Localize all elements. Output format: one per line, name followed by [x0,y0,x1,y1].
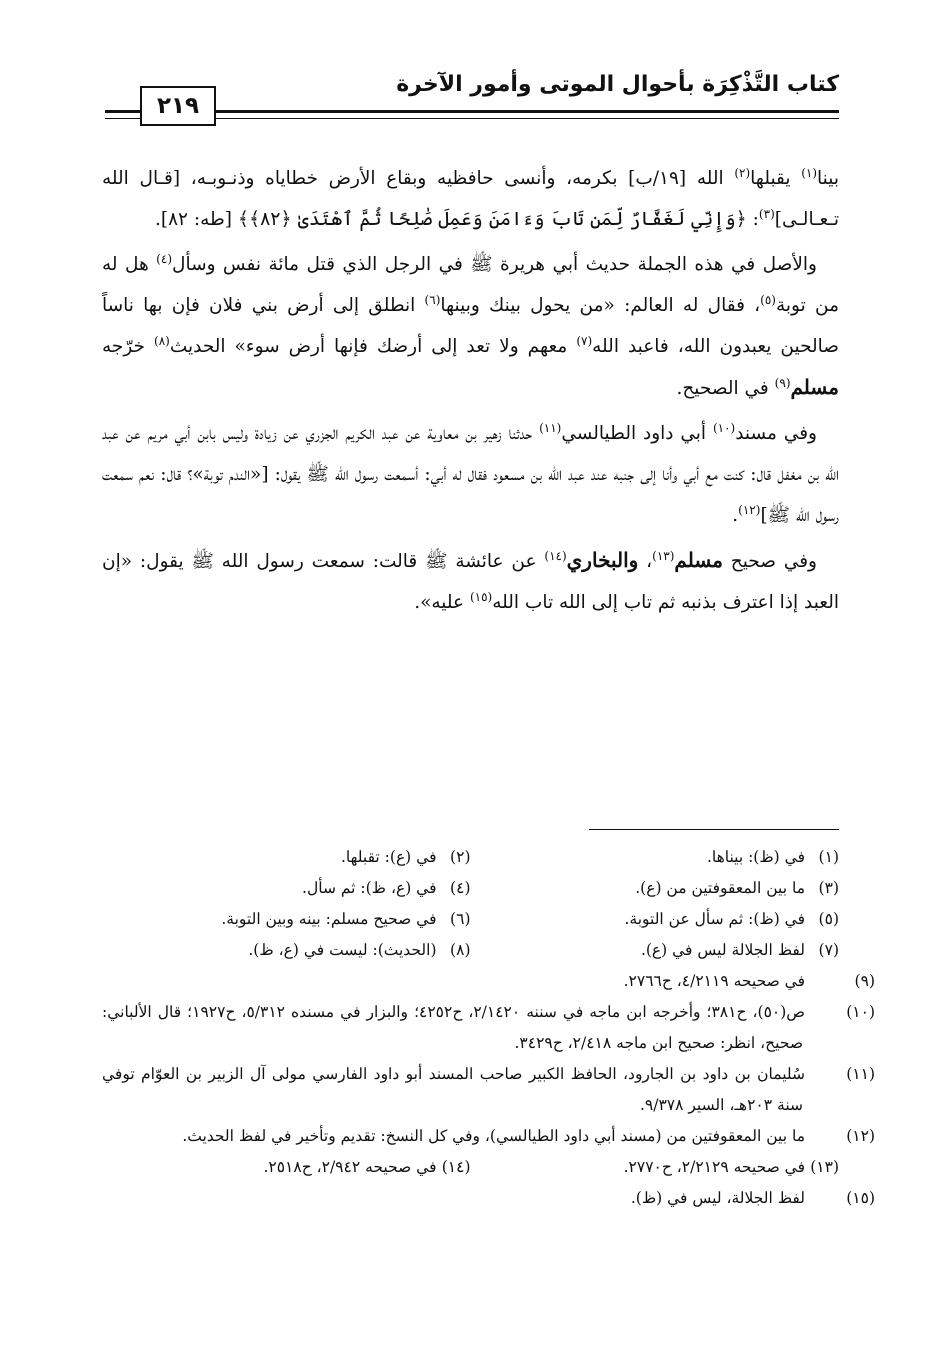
footnote-ref: (٩) [774,375,791,390]
footnote-ref: (٦) [424,292,441,307]
footnote-ref: (٨) [154,333,170,348]
footnote-ref: (٤) [156,251,172,266]
footnote-text: ما بين المعقوفتين من (ع). [635,879,805,897]
footnote-ref: (١٥) [469,589,493,604]
footnote-ref: (٣) [758,206,775,221]
bold-source-name: مسلم [674,548,723,572]
page-number: ٢١٩ [156,93,200,119]
footnote [102,904,471,935]
quran-verse: ﴿وَإِنِّي لَغَفَّارٌ لِّمَن تَابَ وَءَامَنَ وَعَمِلَ صَٰلِحًا ثُمَّ ٱهْتَدَىٰ ﴿٨٢﴾﴾ [237,208,747,230]
footnote-number: (٨) [450,941,471,959]
footnote-row [102,873,839,904]
footnote-number: (٩) [854,972,875,990]
footnote [102,1059,875,1121]
footnote [471,842,840,873]
paragraph-1 [102,158,839,240]
footnote-row [102,904,839,935]
footnote [471,873,840,904]
footnote-text: في (ظ): ثم سأل عن التوبة. [624,910,805,928]
paragraph-2 [102,244,839,409]
footnote-number: (١) [818,848,839,866]
footnote-number: (٤) [450,879,471,897]
footnote-text: لفظ الجلالة، ليس في (ظ). [630,1189,805,1207]
text-run: يقبلها [750,168,802,189]
footnote [102,842,471,873]
text-run: ، فقال له العالم: «من يحول بينك وبينها [440,295,761,316]
text-run: ، [638,551,653,572]
footnote-ref: (١٢) [738,502,761,517]
text-run: معهم ولا تعد إلى أرضك فإنها أرض سوء» الحديث [169,336,577,357]
text-run: الله [١٩/ب] بكرمه، وأنسى حافظيه وبقاع الأرض خطاياه وذنـوبـه، [قـال الله تـعـالـى] [102,168,839,230]
footnote-text: (الحديث): ليست في (ع، ظ). [248,941,437,959]
paragraph-3 [102,413,839,536]
text-run: عن عائشة ﷺ قالت: سمعت رسول الله ﷺ يقول: «إن العبد إذا اعترف بذنبه ثم تاب إلى الله تاب الله [102,551,839,613]
footnote-ref: (١١) [539,420,562,435]
footnote-number: (٧) [818,941,839,959]
text-run: . [732,505,739,526]
footnote-text: في (ع، ظ): ثم سأل. [302,879,437,897]
bold-source-name: والبخاري [566,548,639,572]
main-text [102,158,839,627]
footnote-ref: (٧) [576,333,593,348]
footnote-text: ص(٥٠)، ح٣٨١؛ وأخرجه ابن ماجه في سننه ٢/١٤٢٠، ح٤٢٥٢؛ والبزار في مسنده ٥/٣١٢، ح١٩٢٧؛ قال الألباني: صحيح، انظر: صحيح ابن ماجه ٢/٤١٨، ح٣٤٢٩. [102,1003,806,1052]
text-run: في الصحيح. [676,378,775,399]
footnote [471,1152,840,1183]
footnote-number: (٣) [818,879,839,897]
text-run: هل له من توبة [102,254,839,316]
footnote-number: (١٤) [441,1158,471,1176]
footnote-ref: (١٣) [652,548,675,563]
footnote-text: لفظ الجلالة ليس في (ع). [640,941,805,959]
footnote-number: (٦) [450,910,471,928]
page-number-box [140,86,216,126]
footnote-text: في صحيحه ٤/٢١١٩، ح٢٧٦٦. [623,972,805,990]
text-run: خرّجه [102,336,154,357]
running-header-title: كتاب التَّذْكِرَة بأحوال الموتى وأمور الآخرة [396,72,839,97]
footnote-number: (١١) [846,1065,875,1083]
footnote-ref: (١) [801,165,818,180]
text-run: حدثنا زهير بن معاوية عن عبد الكريم الجزري عن زيادة وليس بابن أبي مريم عن عبد الله بن مغفل قال: كنت مع أبي وأنا إلى جنبه عند عبد الله بن مسعود فقال له أبي: أسمعت رسول الله ﷺ يقول: [«الندم توبة»؟ قال: نعم سمعت رسول الله ﷺ] [102,423,839,526]
footnote [471,935,840,966]
footnote-text: سُليمان بن داود بن الجارود، الحافظ الكبير صاحب المسند أبو داود الفارسي مولى آل الزبير بن العوّام توفي سنة ٢٠٣هـ، السير ٩/٣٧٨. [102,1065,805,1114]
footnote [102,997,876,1059]
footnote-number: (١٥) [846,1189,875,1207]
footnotes [102,842,876,1214]
footnote-row [102,935,839,966]
footnote [102,873,471,904]
paragraph-4 [102,540,839,623]
text-run: والأصل في هذه الجملة حديث أبي هريرة ﷺ في الرجل الذي قتل مائة نفس وسأل [172,254,817,275]
footnote [471,904,840,935]
footnote [102,966,875,997]
footnote-ref: (١٤) [544,548,567,563]
footnote-number: (٢) [450,848,471,866]
footnote-ref: (١٠) [712,420,736,435]
footnote-ref: (٢) [734,165,751,180]
footnote-number: (٥) [818,910,839,928]
footnote-separator [589,829,839,830]
footnote-number: (١٣) [810,1158,839,1176]
footnote-text: ما بين المعقوفتين من (مسند أبي داود الطيالسي)، وفي كل النسخ: تقديم وتأخير في لفظ الحديث. [182,1127,805,1145]
footnote-row [102,1152,839,1183]
footnote-number: (١٢) [846,1127,875,1145]
footnote-text: في (ظ): بيناها. [706,848,805,866]
bold-source-name: مسلم [790,375,839,399]
footnote [102,1121,875,1152]
footnote-ref: (٥) [760,292,776,307]
text-run: أبي داود الطيالسي [561,423,713,444]
text-run: وفي صحيح [722,551,817,572]
footnote-text: في (ع): تقبلها. [340,848,437,866]
footnote-text: في صحيحه ٢/٩٤٢، ح٢٥١٨. [263,1158,437,1176]
text-run: انطلق إلى أرض بني فلان فإن بها ناساً صالحين يعبدون الله، فاعبد الله [102,295,839,357]
footnote [102,1183,875,1214]
footnote-number: (١٠) [846,1003,876,1021]
footnote [102,1152,471,1183]
text-run: بينا [817,168,839,189]
footnote-row [102,842,839,873]
footnote-text: في صحيحه ٢/٢١٢٩، ح٢٧٧٠. [623,1158,805,1176]
text-run: وفي مسند [735,423,817,444]
text-run: عليه». [414,592,470,613]
footnote [102,935,471,966]
text-run: : [746,209,759,230]
footnote-text: في صحيح مسلم: بينه وبين التوبة. [221,910,437,928]
verse-reference: [طه: ٨٢]. [154,209,238,230]
